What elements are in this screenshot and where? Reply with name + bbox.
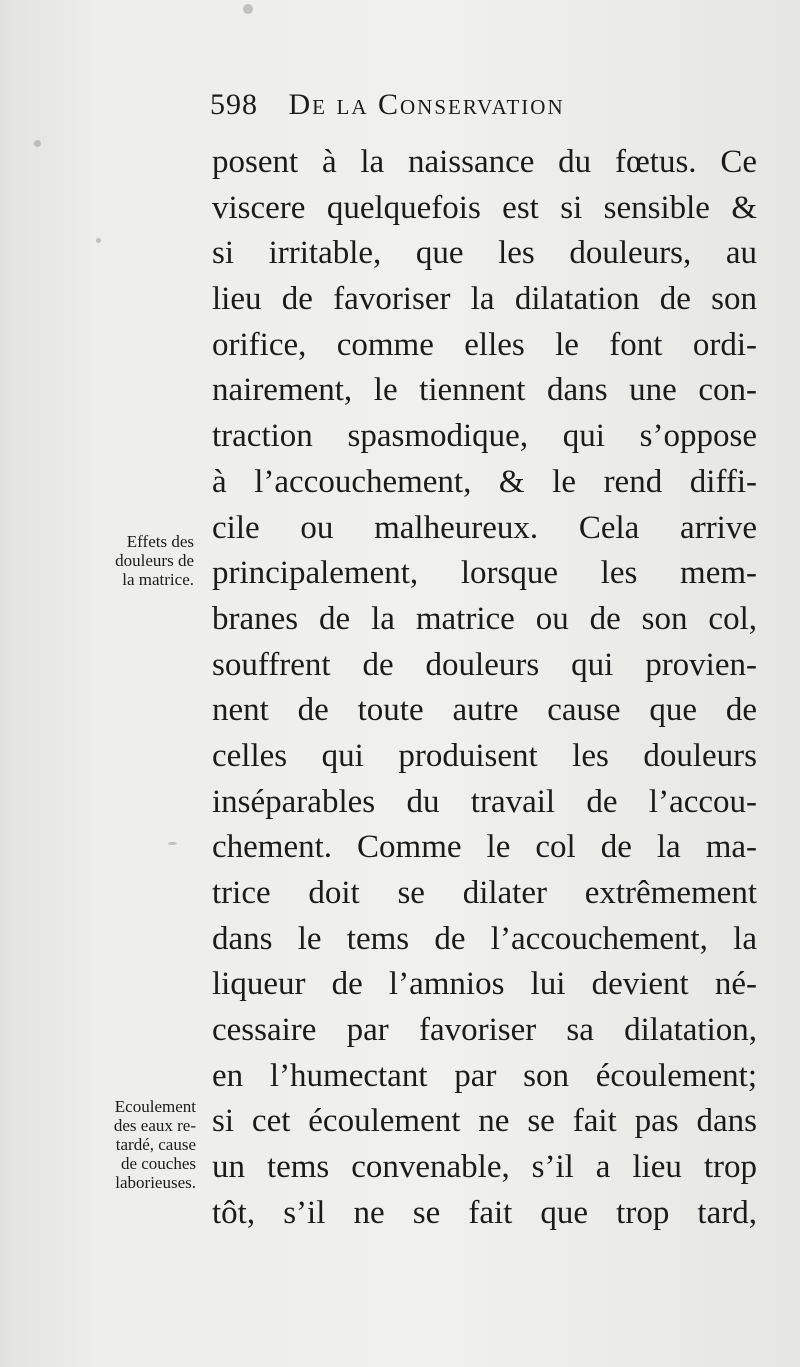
- margin-note-discharge: [58, 1097, 196, 1192]
- text-line: tôt, s’il ne se fait que trop tard,: [212, 1194, 757, 1231]
- body-text: [212, 140, 757, 1237]
- text-line: traction spasmodique, qui s’oppose: [212, 418, 757, 455]
- text-line: trice doit se dilater extrêmement: [212, 875, 757, 911]
- text-line: si irritable, que les douleurs, au: [212, 235, 757, 272]
- text-line: viscere quelquefois est si sensible &: [212, 189, 757, 226]
- text-line: à l’accouchement, & le rend diffi-: [212, 463, 757, 500]
- margin-note-line: laborieuses.: [115, 1173, 196, 1192]
- text-line: nent de toute autre cause que de: [212, 692, 757, 729]
- running-title: De la Conservation: [288, 88, 565, 121]
- margin-note-effects: [56, 532, 194, 589]
- margin-note-line: la matrice.: [122, 570, 194, 589]
- text-line: un tems convenable, s’il a lieu trop: [212, 1149, 757, 1186]
- text-line: branes de la matrice ou de son col,: [212, 600, 757, 637]
- margin-note-line: douleurs de: [115, 551, 194, 570]
- text-line: orifice, comme elles le font ordi-: [212, 326, 757, 363]
- text-line: celles qui produisent les douleurs: [212, 737, 757, 774]
- text-line: si cet écoulement ne se fait pas dans: [212, 1103, 757, 1140]
- paper-speck: [243, 4, 253, 14]
- text-line: souffrent de douleurs qui provien-: [212, 646, 757, 683]
- margin-note-line: Ecoulement: [114, 1097, 196, 1116]
- margin-note-line: Effets des: [126, 532, 194, 551]
- text-line: lieu de favoriser la dilatation de son: [212, 281, 757, 318]
- margin-note-line: tardé, cause: [115, 1135, 196, 1154]
- paper-speck: [34, 140, 41, 147]
- text-line: dans le tems de l’accouchement, la: [212, 920, 757, 957]
- text-line: posent à la naissance du fœtus. Ce: [212, 144, 757, 180]
- text-line: cessaire par favoriser sa dilatation,: [212, 1012, 757, 1049]
- running-head: [210, 88, 770, 134]
- text-line: nairement, le tiennent dans une con-: [212, 372, 757, 409]
- paper-speck: [96, 238, 101, 243]
- text-line: inséparables du travail de l’accou-: [212, 783, 757, 820]
- paper-speck: [168, 842, 177, 845]
- text-line: principalement, lorsque les mem-: [212, 555, 757, 592]
- margin-note-line: des eaux re-: [113, 1116, 196, 1135]
- text-line: liqueur de l’amnios lui devient né-: [212, 966, 757, 1003]
- page-number: 598: [210, 88, 258, 121]
- text-line: chement. Comme le col de la ma-: [212, 829, 757, 866]
- text-line: cile ou malheureux. Cela arrive: [212, 509, 757, 546]
- margin-note-line: de couches: [120, 1154, 196, 1173]
- text-line: en l’humectant par son écoulement;: [212, 1057, 757, 1094]
